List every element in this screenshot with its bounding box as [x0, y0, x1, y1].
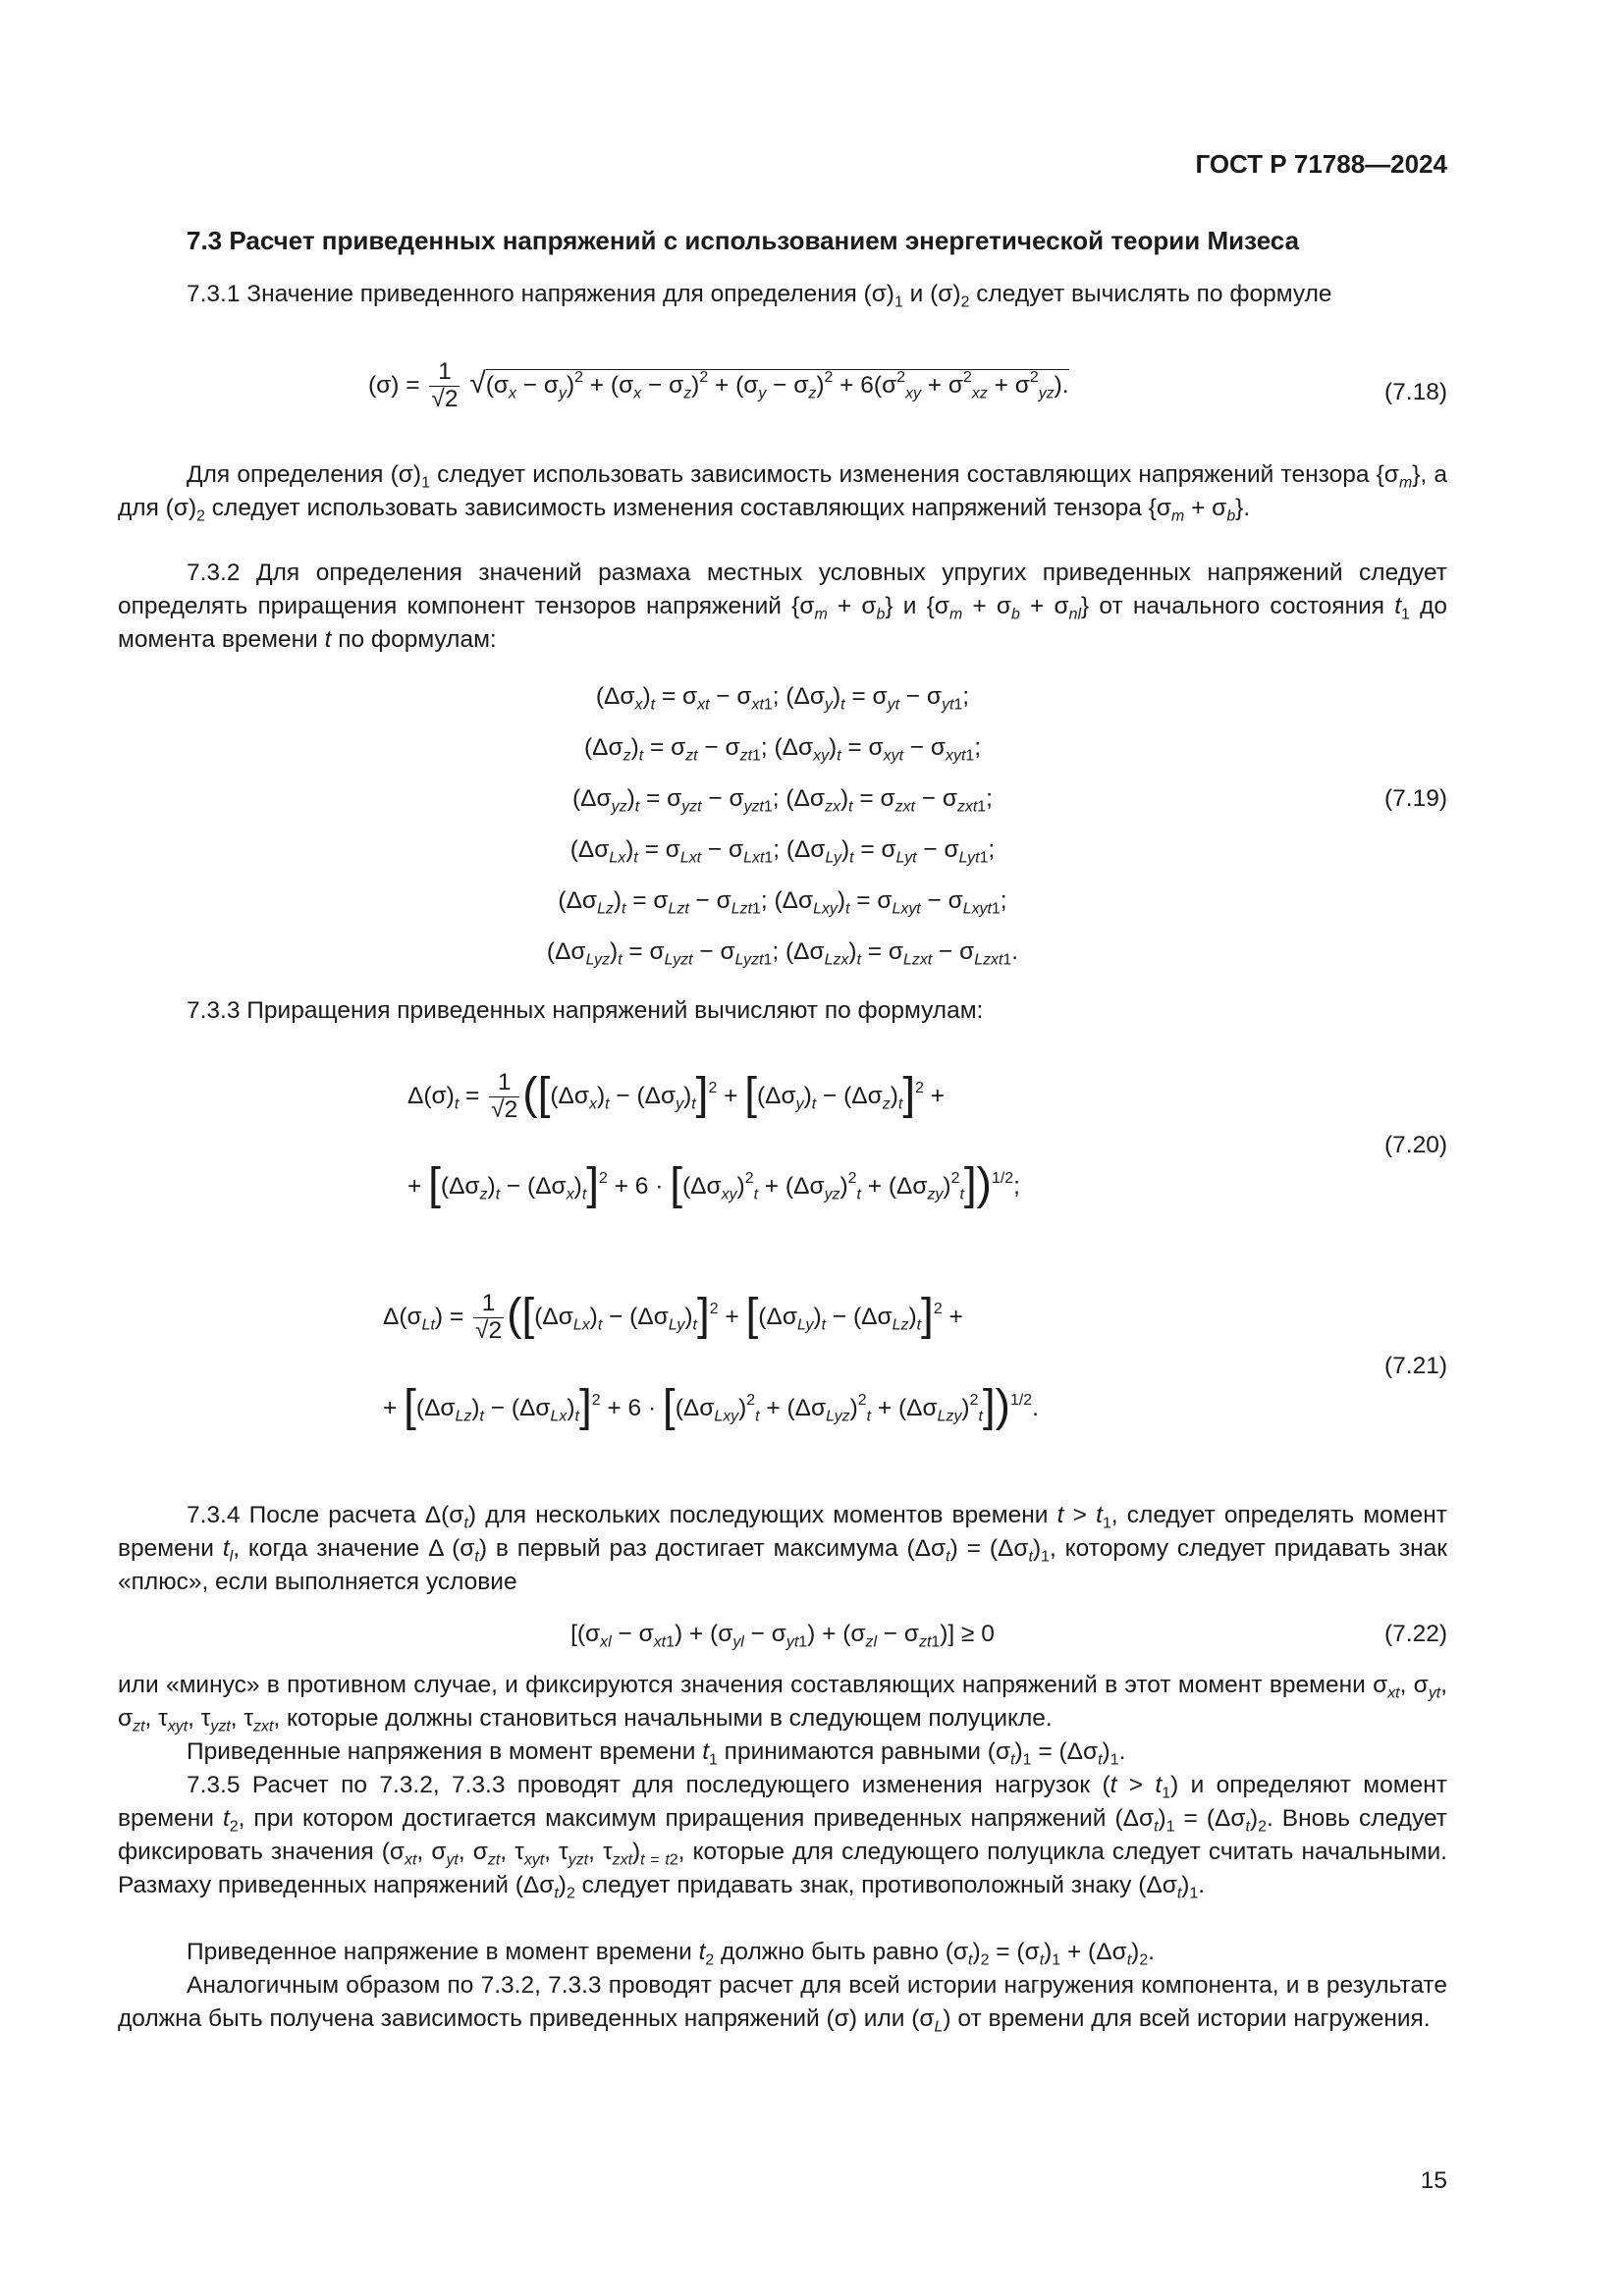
page-number: 15 [1420, 2167, 1447, 2194]
equation-7-20-line-1: $\Delta(\sigma)_t$ = $\frac{1}{√2}$ ($[(\Delta\sigma_x)_t - (\Delta\sigma_y)_t]^2 + [(\Delta\sigma_y)_t - (\Delta\sigma_z)_t]^2$ + [407, 1067, 946, 1123]
paragraph-7-3-3: 7.3.3 Приращения приведенных напряжений вычисляют по формулам: [187, 997, 984, 1024]
equation-number-7-20: (7.20) [1383, 1132, 1447, 1158]
paragraph-7-3-4: 7.3.4 После расчета $\Delta(\sigma_t)$ для нескольких последующих моментов времени $t > t_1$, следует определять момент времени $t_l$, когда значение Δ $(\sigma_t)$ в первый раз достигает максимума $(\Delta\sigma_t) = (\Delta\sigma_t)_1$, которому следует придавать знак «плюс», если выполняется условие [118, 1502, 1448, 1595]
equation-7-22: $[(\sigma_{xl} - \sigma_{xt1}) + (\sigma_{yl} - \sigma_{yt1}) + (\sigma_{zl} - \sigma_{zt1})] \ge 0$ [570, 1621, 995, 1651]
paragraph-7-3-1: 7.3.1 Значение приведенного напряжения для определения $(\sigma)_1$ и $(\sigma)_2$ следует вычислять по формуле [187, 281, 1332, 311]
equation-number-7-21: (7.21) [1383, 1353, 1447, 1379]
equation-7-19-line-6: $(\Delta\sigma_{Lyz})_t = \sigma_{Lyzt} - \sigma_{Lyzt1}$; $(\Delta\sigma_{Lzx})_t = \sigma_{Lzxt} - \sigma_{Lzxt1}$. [546, 938, 1019, 969]
equation-7-18: (σ) = $\frac{1}{√2}$ $√(\sigma_x - \sigma_y)^2 + (\sigma_x - \sigma_z)^2 + (\sigma_y - \sigma_z)^2 + 6(\sigma^2_{xy} + \sigma^2_{xz} + \sigma^2_{yz})$. [368, 358, 1069, 412]
paragraph-7-3-2: 7.3.2 Для определения значений размаха местных условных упругих приведенных напряжений следует определять приращения компонент тензоров напряжений $\{\sigma_m + \sigma_b\}$ и $\{\sigma_m + \sigma_b + \sigma_{nl}\}$ от начального состояния $t_1$ до момента времени t по формулам: [118, 560, 1448, 653]
equation-number-7-22: (7.22) [1383, 1621, 1447, 1647]
equation-7-19-line-1: $(\Delta\sigma_x)_t = \sigma_{xt} - \sigma_{xt1}$; $(\Delta\sigma_y)_t = \sigma_{yt} - \sigma_{yt1}$; [595, 683, 970, 714]
equation-7-21-line-2: + $[(\Delta\sigma_{Lz})_t - (\Delta\sigma_{Lx})_t]^2 + 6 \cdot [(\Delta\sigma_{Lxy})^2_t + (\Delta\sigma_{Lyz})^2_t + (\Delta\sigma_{Lzy})^2_t])^{1/2}$. [383, 1379, 1039, 1431]
equation-7-19-line-2: $(\Delta\sigma_z)_t = \sigma_{zt} - \sigma_{zt1}$; $(\Delta\sigma_{xy})_t = \sigma_{xyt} - \sigma_{xyt1}$; [583, 734, 982, 765]
paragraph-7-3-5-history: Аналогичным образом по 7.3.2, 7.3.3 проводят расчет для всей истории нагружения компонента, и в результате должна быть получена зависимость приведенных напряжений (σ) или $(\sigma_L)$ от времени для всей истории нагружения. [118, 1972, 1447, 2036]
equation-number-7-18: (7.18) [1383, 379, 1447, 405]
standard-designation: ГОСТ Р 71788—2024 [1195, 149, 1447, 179]
paragraph-7-3-4-reduced: Приведенные напряжения в момент времени $t_1$ принимаются равными $(\sigma_t)_1 = (\Delta\sigma_t)_1$. [187, 1738, 1126, 1769]
paragraph-7-3-4-fixing: или «минус» в противном случае, и фиксируются значения составляющих напряжений в этот момент времени $\sigma_{xt}$, $\sigma_{yt}$, $\sigma_{zt}$, $\tau_{xyt}$, $\tau_{yzt}$, $\tau_{zxt}$, которые должны становиться начальными в следующем полуцикле. [118, 1672, 1447, 1735]
paragraph-7-3-1-tensors: Для определения $(\sigma)_1$ следует использовать зависимость изменения составляющих напряжений тензора $\{\sigma_m\}$, а для $(\sigma)_2$ следует использовать зависимость изменения составляющих напряжений тензора $\{\sigma_m + \sigma_b\}$. [118, 461, 1447, 525]
equation-7-19-line-5: $(\Delta\sigma_{Lz})_t = \sigma_{Lzt} - \sigma_{Lzt1}$; $(\Delta\sigma_{Lxy})_t = \sigma_{Lxyt} - \sigma_{Lxyt1}$; [558, 887, 1007, 918]
equation-7-19-line-4: $(\Delta\sigma_{Lx})_t = \sigma_{Lxt} - \sigma_{Lxt1}$; $(\Delta\sigma_{Ly})_t = \sigma_{Lyt} - \sigma_{Lyt1}$; [569, 836, 996, 867]
section-heading: 7.3 Расчет приведенных напряжений с использованием энергетической теории Мизеса [187, 226, 1300, 255]
paragraph-7-3-5: 7.3.5 Расчет по 7.3.2, 7.3.3 проводят для последующего изменения нагрузок $(t > t_1)$ и определяют момент времени $t_2$, при котором достигается максимум приращения приведенных напряжений $(\Delta\sigma_t)_1 = (\Delta\sigma_t)_2$. Вновь следует фиксировать значения ($\sigma_{xt}$, $\sigma_{yt}$, $\sigma_{zt}$, $\tau_{xyt}$, $\tau_{yzt}$, $\tau_{zxt})_{t = t2}$, которые для следующего полуцикла следует считать начальными. Размаху приведенных напряжений $(\Delta\sigma_t)_2$ следует придавать знак, противоположный знаку $(\Delta\sigma_t)_1$. [118, 1772, 1447, 1902]
equation-7-19-line-3: $(\Delta\sigma_{yz})_t = \sigma_{yzt} - \sigma_{yzt1}$; $(\Delta\sigma_{zx})_t = \sigma_{zxt} - \sigma_{zxt1}$; [572, 785, 993, 816]
equation-number-7-19: (7.19) [1383, 785, 1447, 812]
paragraph-7-3-5-reduced: Приведенное напряжение в момент времени $t_2$ должно быть равно $(\sigma_t)_2 = (\sigma_t)_1 + (\Delta\sigma_t)_2$. [187, 1939, 1155, 1969]
equation-7-21-line-1: $\Delta(\sigma_{Lt})$ = $\frac{1}{√2}$ ($[(\Delta\sigma_{Lx})_t - (\Delta\sigma_{Ly})_t]^2 + [(\Delta\sigma_{Ly})_t - (\Delta\sigma_{Lz})_t]^2$ + [383, 1288, 963, 1344]
equation-7-20-line-2: + $[(\Delta\sigma_z)_t - (\Delta\sigma_x)_t]^2 + 6 \cdot [(\Delta\sigma_{xy})^2_t + (\Delta\sigma_{yz})^2_t + (\Delta\sigma_{zy})^2_t])^{1/2}$; [407, 1157, 1020, 1209]
